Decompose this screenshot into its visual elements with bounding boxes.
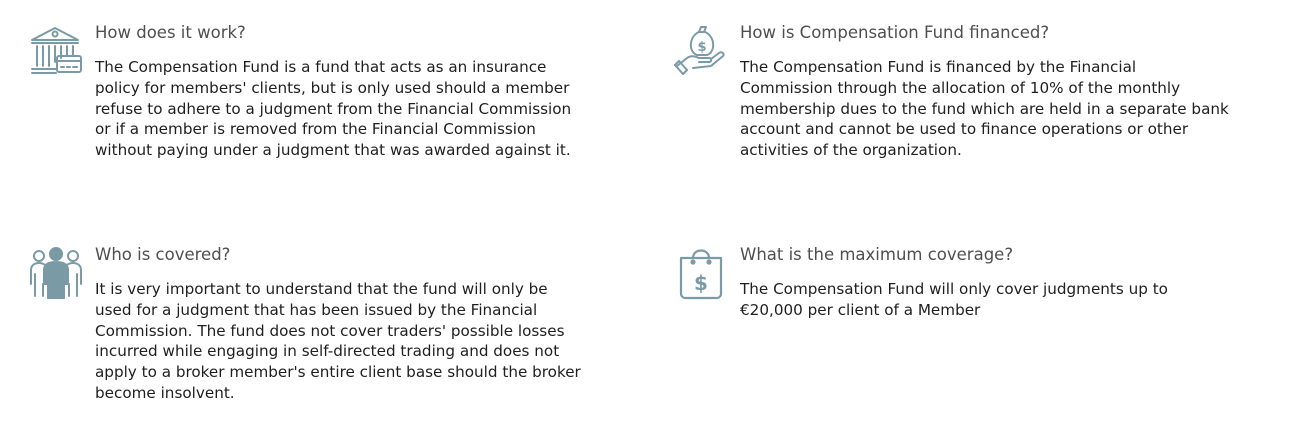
card-title: How does it work?: [95, 23, 246, 42]
card-title: Who is covered?: [95, 245, 231, 264]
shopping-bag-dollar-icon: [673, 244, 729, 300]
card-body: The Compensation Fund is financed by the Financial Commission through the allocation of 10% of the monthly membership dues to the fund which are held in a separate bank account and cannot be used to finance operations or other activities of the organization.: [740, 58, 1229, 160]
card-title: How is Compensation Fund financed?: [740, 23, 1050, 42]
card-body: The Compensation Fund will only cover judgments up to €20,000 per client of a Member: [740, 280, 1168, 319]
card-title: What is the maximum coverage?: [740, 245, 1014, 264]
money-bag-hand-icon: [673, 22, 729, 78]
card-body: It is very important to understand that the fund will only be used for a judgment that has been issued by the Financial Commission. The fund does not cover traders' possible losses incurred while engaging in self-directed trading and does not apply to a broker member's entire client base should the broker become insolvent.: [95, 280, 581, 402]
svg-text:$: $: [697, 40, 707, 55]
people-group-icon: [28, 244, 84, 300]
bank-icon: [28, 22, 84, 78]
svg-text:$: $: [694, 271, 708, 295]
card-body: The Compensation Fund is a fund that acts as an insurance policy for members' clients, but is only used should a member refuse to adhere to a judgment from the Financial Commission or if a member is removed from the Financial Commission without paying under a judgment that was awarded against it.: [95, 58, 572, 160]
